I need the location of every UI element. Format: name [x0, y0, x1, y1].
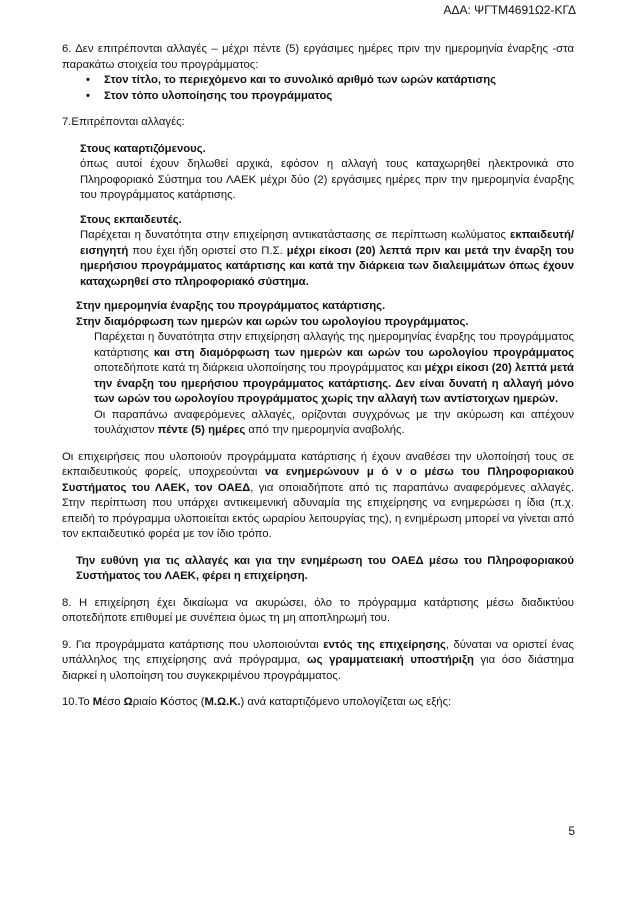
section-7-title: 7.Επιτρέπονται αλλαγές:	[62, 116, 185, 128]
trainers-block	[62, 213, 574, 291]
schedule-text-block	[76, 330, 574, 439]
trainees-heading: Στους καταρτιζόμενους.	[80, 142, 206, 155]
schedule-heading: Στην διαμόρφωση των ημερών και ωρών του ωρολογίου προγράμματος.	[76, 315, 469, 328]
section-6-bullets	[62, 73, 574, 104]
start-date-heading: Στην ημερομηνία έναρξης του προγράμματος κατάρτισης.	[76, 300, 386, 312]
trainees-block	[62, 142, 574, 204]
ada-code: ΑΔΑ: ΨΓΤΜ4691Ω2-ΚΓΔ	[443, 3, 576, 17]
trainees-text: όπως αυτοί έχουν δηλωθεί αρχικά, εφόσον η αλλαγή τους καταχωρηθεί ηλεκτρονικά στο Πληροφοριακό Σύστημα του ΛΑΕΚ μέχρι δύο (2) εργάσιμες ημέρες πριν την ημερομηνία έναρξης του προγράμματος κατάρτισης.	[80, 158, 574, 201]
trainers-heading: Στους εκπαιδευτές.	[80, 213, 182, 226]
section-6-text: 6. Δεν επιτρέπονται αλλαγές – μέχρι πέντε (5) εργάσιμες ημέρες πριν την ημερομηνία έναρξης -στα παρακάτω στοιχεία του προγράμματος:	[62, 43, 574, 71]
section-8-text: 8. Η επιχείρηση έχει δικαίωμα να ακυρώσει, όλο το πρόγραμμα κατάρτισης μέσω διαδικτύου οποτεδήποτε επιθυμεί με συνέπεια όμως τη μη αποπληρωμή του.	[62, 596, 574, 624]
schedule-block	[62, 299, 574, 439]
page-number: 5	[568, 824, 575, 838]
notification-text: Οι επιχειρήσεις που υλοποιούν προγράμματα κατάρτισης ή έχουν αναθέσει την υλοποίησή τους σε εκπαιδευτικούς φορείς, υποχρεούνται να ενημερώνουν μ ό ν ο μέσω του Πληροφοριακού Συστήματος του ΛΑΕΚ, τον ΟΑΕΔ, για οποιαδήποτε από τις παραπάνω αναφερόμενες αλλαγές. Στην περίπτωση που υπάρχει αντικειμενική αδυναμία της επιχείρησης να ενημερώσει η ίδια (π.χ. επειδή το πρόγραμμα υλοποιείται εκτός ωραρίου λειτουργίας της), η ενημέρωση μπορεί να γίνεται από τον εκπαιδευτικό φορέα με τον ίδιο τρόπο.	[62, 450, 575, 540]
trainers-text: Παρέχεται η δυνατότητα στην επιχείρηση αντικατάστασης σε περίπτωση κωλύματος εκπαιδευτή/εισηγητή που έχει ήδη οριστεί στο Π.Σ. μέχρι είκοσι (20) λεπτά πριν και μετά την έναρξη του ημερήσιου προγράμματος κατάρτισης και κατά την διάρκεια των διαλειμμάτων όπως έχουν καταχωρηθεί στο πληροφοριακό σύστημα.	[80, 229, 575, 288]
bullet-icon: •	[86, 89, 90, 102]
document-body	[62, 42, 574, 711]
schedule-cancel-text: Οι παραπάνω αναφερόμενες αλλαγές, ορίζονται συγχρόνως με την ακύρωση και απέχουν τουλάχιστον πέντε (5) ημέρες από την ημερομηνία αναβολής.	[94, 408, 574, 436]
bullet-item: • Στον τίτλο, το περιεχόμενο και το συνολικό αριθμό των ωρών κατάρτισης	[86, 73, 574, 89]
bullet-icon: •	[86, 74, 90, 86]
schedule-text: Παρέχεται η δυνατότητα στην επιχείρηση αλλαγής της ημερομηνίας έναρξης του προγράμματος κατάρτισης και στη διαμόρφωση των ημερών και ωρών του ωρολογίου προγράμματος οποτεδήποτε κατά τη διάρκεια υλοποίησης του προγράμματος και μέχρι είκοσι (20) λεπτά μετά την έναρξη του ημερήσιου προγράμματος κατάρτισης. Δεν είναι δυνατή η αλλαγή μόνο των ωρών του ωρολογίου προγράμματος χωρίς την αλλαγή των αντίστοιχων ημερών.	[94, 331, 575, 405]
section-9-text: 9. Για προγράμματα κατάρτισης που υλοποιούνται εντός της επιχείρησης, δύναται να οριστεί ένας υπάλληλος της επιχείρησης ανά πρόγραμμα, ως γραμματειακή υποστήριξη για όσο διάστημα διαρκεί η υλοποίηση του συγκεκριμένου προγράμματος.	[62, 638, 574, 682]
section-10-text: 10.Το Μέσο Ωριαίο Κόστος (Μ.Ω.Κ.) ανά καταρτιζόμενο υπολογίζεται ως εξής:	[62, 696, 452, 708]
bullet-item: • Στον τόπο υλοποίησης του προγράμματος	[86, 89, 574, 105]
responsibility-text: Την ευθύνη για τις αλλαγές και για την ενημέρωση του ΟΑΕΔ μέσω του Πληροφοριακού Συστήματος του ΛΑΕΚ, φέρει η επιχείρηση.	[76, 554, 574, 582]
